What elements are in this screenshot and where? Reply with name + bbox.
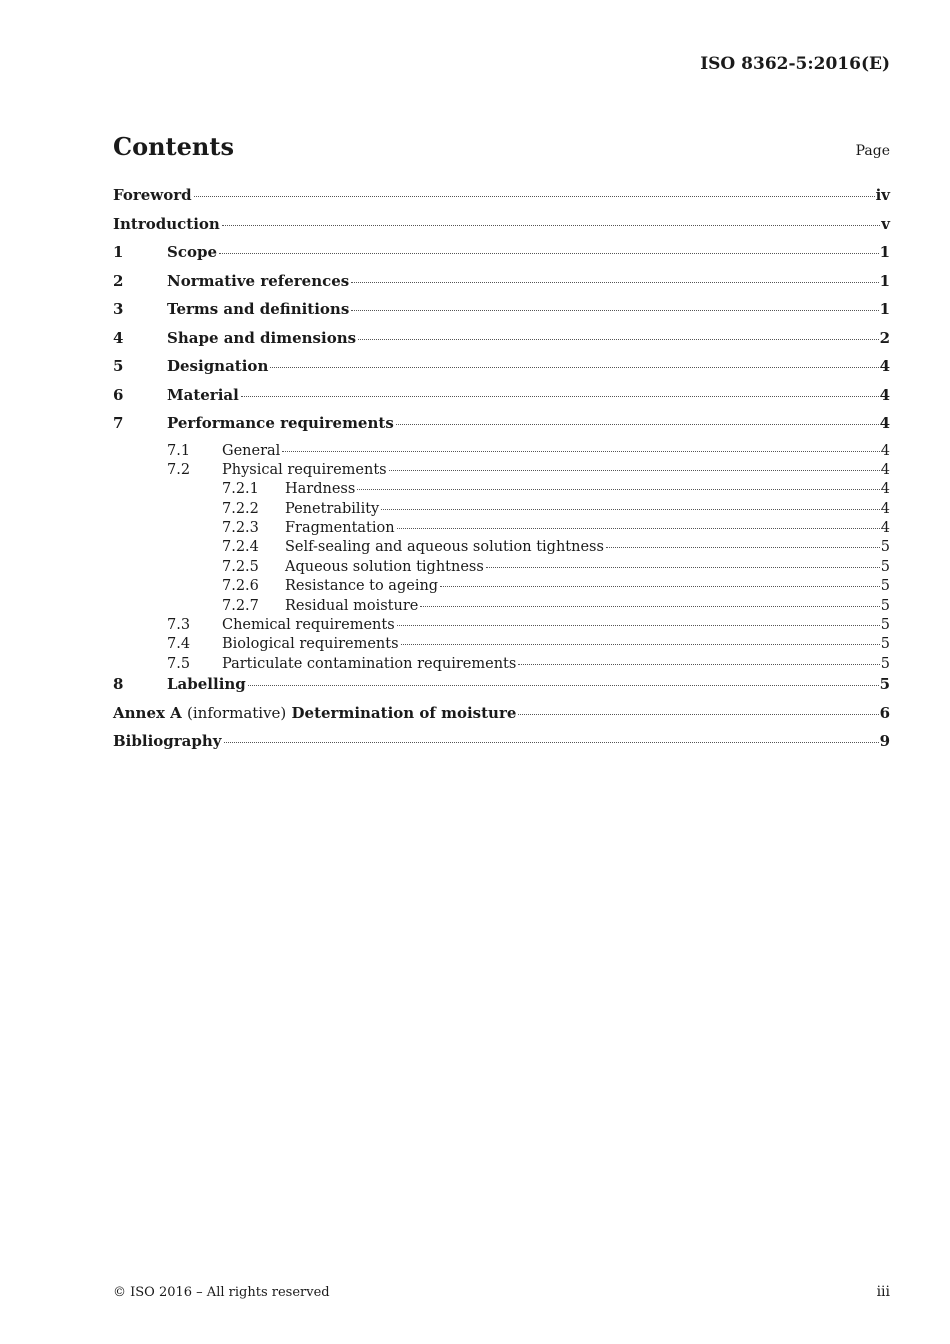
toc-entry-shape-and-dimensions[interactable] [113, 329, 890, 358]
toc-entry-bibliography[interactable] [113, 732, 890, 761]
dot-leader [518, 714, 878, 715]
toc-page: 1 [879, 300, 890, 318]
toc-label: Labelling [167, 675, 246, 694]
annex-qualifier: (informative) [187, 703, 287, 722]
dot-leader [270, 367, 878, 368]
annex-title: Determination of moisture [291, 703, 517, 722]
toc-entry-terms-and-definitions[interactable] [113, 300, 890, 329]
dot-leader [486, 567, 880, 568]
dot-leader [241, 396, 879, 397]
table-of-contents [113, 186, 890, 761]
dot-leader [194, 196, 875, 197]
toc-page: 4 [879, 385, 890, 404]
toc-entry-residual-moisture[interactable] [113, 598, 890, 617]
toc-entry-scope[interactable] [113, 243, 890, 272]
toc-number: 7.2.7 [222, 597, 259, 614]
toc-entry-annex-a[interactable] [113, 704, 890, 733]
toc-page: 4 [880, 500, 890, 517]
toc-label: Material [167, 385, 239, 404]
toc-label: Normative references [167, 271, 350, 290]
dot-leader [397, 625, 880, 626]
toc-page: 4 [880, 442, 890, 459]
dot-leader [396, 424, 879, 425]
toc-number: 7.2.1 [222, 481, 259, 498]
toc-number: 6 [113, 385, 124, 404]
toc-label: Shape and dimensions [167, 328, 357, 347]
toc-number: 3 [113, 300, 124, 318]
toc-label: Hardness [285, 481, 356, 498]
dot-leader [606, 547, 880, 548]
toc-number: 7.2.5 [222, 558, 259, 575]
toc-page: 6 [879, 703, 890, 722]
toc-entry-physical-requirements[interactable] [113, 462, 890, 481]
toc-label: Foreword [113, 186, 192, 204]
toc-label: Chemical requirements [222, 617, 395, 634]
toc-page: 2 [879, 328, 890, 347]
toc-label: Fragmentation [285, 520, 395, 537]
dot-leader [282, 451, 879, 452]
toc-number: 7.5 [167, 655, 191, 672]
dot-leader [248, 685, 879, 686]
toc-entry-chemical-requirements[interactable] [113, 617, 890, 636]
copyright-notice: © ISO 2016 – All rights reserved [113, 1285, 330, 1300]
toc-page: 5 [880, 655, 890, 672]
toc-number: 7.2.3 [222, 520, 259, 537]
toc-entry-introduction[interactable] [113, 215, 890, 244]
toc-page: v [881, 214, 890, 233]
toc-page: 4 [879, 414, 890, 432]
toc-page: 5 [880, 597, 890, 614]
dot-leader [401, 644, 880, 645]
dot-leader [358, 339, 879, 340]
toc-page: 1 [879, 271, 890, 290]
toc-entry-particulate-contamination[interactable] [113, 656, 890, 675]
toc-entry-biological-requirements[interactable] [113, 636, 890, 655]
toc-page: 5 [879, 675, 890, 694]
dot-leader [222, 225, 880, 226]
toc-label: Introduction [113, 214, 220, 233]
toc-label: Performance requirements [167, 414, 394, 432]
toc-entry-self-sealing[interactable] [113, 539, 890, 558]
toc-label: Designation [167, 357, 269, 375]
annex-prefix: Annex A [113, 703, 182, 722]
toc-entry-material[interactable] [113, 386, 890, 415]
toc-entry-resistance-to-ageing[interactable] [113, 578, 890, 597]
toc-label: Particulate contamination requirements [222, 655, 517, 672]
toc-number: 8 [113, 675, 124, 694]
toc-number: 7.2.2 [222, 500, 259, 517]
toc-entry-hardness[interactable] [113, 481, 890, 500]
toc-number: 4 [113, 328, 124, 347]
dot-leader [397, 528, 880, 529]
dot-leader [381, 509, 880, 510]
dot-leader [440, 586, 880, 587]
toc-page: 4 [880, 461, 890, 478]
toc-label: Aqueous solution tightness [285, 558, 484, 575]
toc-label: Scope [167, 243, 218, 261]
toc-entry-aqueous-solution-tightness[interactable] [113, 559, 890, 578]
toc-number: 7.1 [167, 442, 191, 459]
toc-label: Physical requirements [222, 461, 387, 478]
dot-leader [351, 310, 878, 311]
toc-label: Bibliography [113, 732, 222, 751]
toc-page: 5 [880, 636, 890, 653]
toc-entry-fragmentation[interactable] [113, 520, 890, 539]
toc-label: General [222, 442, 281, 459]
dot-leader [219, 253, 879, 254]
toc-page: 5 [880, 578, 890, 595]
dot-leader [518, 664, 879, 665]
toc-label: Self-sealing and aqueous solution tightness [285, 539, 604, 556]
toc-label: Resistance to ageing [285, 578, 439, 595]
toc-entry-designation[interactable] [113, 357, 890, 386]
page-title: Contents [113, 132, 234, 161]
toc-page: iv [875, 186, 890, 204]
toc-number: 7 [113, 414, 124, 432]
toc-page: 1 [879, 243, 890, 261]
document-id: ISO 8362-5:2016(E) [700, 54, 890, 74]
toc-page: 4 [880, 520, 890, 537]
toc-number: 7.4 [167, 636, 191, 653]
toc-label: Penetrability [285, 500, 380, 517]
dot-leader [351, 282, 878, 283]
toc-number: 7.2.4 [222, 539, 259, 556]
dot-leader [357, 489, 879, 490]
toc-page: 5 [880, 558, 890, 575]
toc-number: 7.2.6 [222, 578, 259, 595]
dot-leader [420, 606, 879, 607]
dot-leader [224, 742, 879, 743]
toc-entry-penetrability[interactable] [113, 501, 890, 520]
toc-label: Terms and definitions [167, 300, 350, 318]
toc-number: 7.3 [167, 617, 191, 634]
toc-entry-normative-references[interactable] [113, 272, 890, 301]
toc-entry-performance-requirements[interactable] [113, 414, 890, 443]
toc-page: 4 [880, 481, 890, 498]
toc-label [113, 704, 516, 722]
page-number: iii [876, 1284, 890, 1300]
toc-number: 2 [113, 271, 124, 290]
toc-label: Residual moisture [285, 597, 419, 614]
toc-entry-labelling[interactable] [113, 675, 890, 704]
toc-entry-general[interactable] [113, 443, 890, 462]
toc-page: 5 [880, 539, 890, 556]
toc-label: Biological requirements [222, 636, 399, 653]
toc-entry-foreword[interactable] [113, 186, 890, 215]
toc-number: 1 [113, 243, 124, 261]
page-column-label: Page [855, 143, 890, 159]
toc-number: 5 [113, 357, 124, 375]
toc-page: 5 [880, 617, 890, 634]
dot-leader [389, 470, 880, 471]
toc-page: 4 [879, 357, 890, 375]
toc-number: 7.2 [167, 461, 191, 478]
toc-page: 9 [879, 732, 890, 751]
